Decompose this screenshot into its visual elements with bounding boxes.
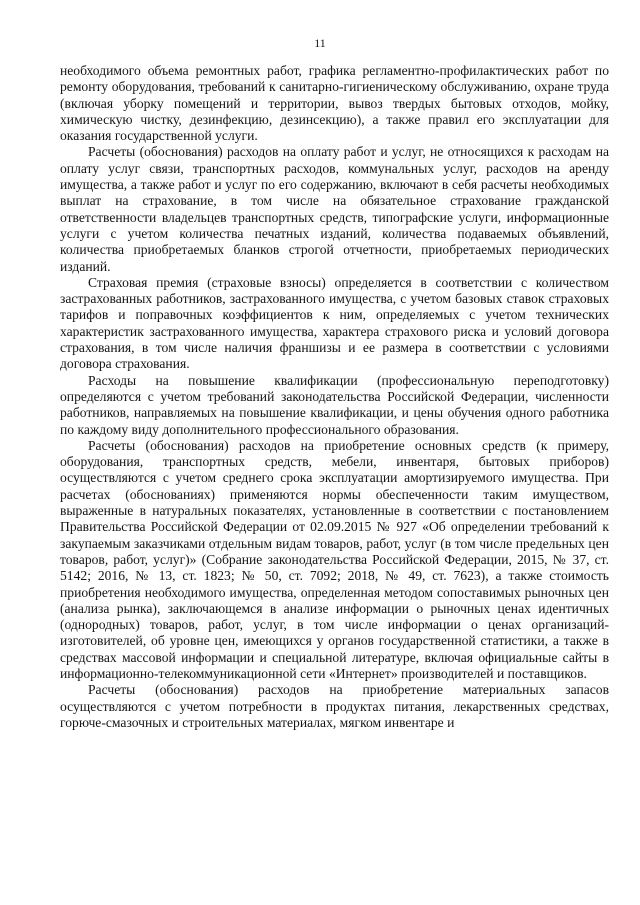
page-number: 11: [314, 36, 326, 50]
paragraph-material-stocks-expenses: Расчеты (обоснования) расходов на приобретение материальных запасов осуществляются с учетом потребности в продуктах питания, лекарственных средствах, горюче-смазочных и строительных материалах, мягком инвентаре и: [60, 682, 609, 730]
paragraph-qualification-expenses: Расходы на повышение квалификации (профессиональную переподготовку) определяются с учетом требований законодательства Российской Федерации, численности работников, направляемых на повышение квалификации, и цены обучения одного работника по каждому виду дополнительного профессионального образования.: [60, 372, 609, 437]
paragraph-fixed-assets-expenses: Расчеты (обоснования) расходов на приобретение основных средств (к примеру, оборудования, транспортных средств, мебели, инвентаря, бытовых приборов) осуществляются с учетом среднего срока эксплуатации амортизируемого имущества. При расчетах (обоснованиях) применяются нормы обеспеченности таким имуществом, выраженные в натуральных показателях, установленные в соответствии с постановлением Правительства Российской Федерации от 02.09.2015 № 927 «Об определении требований к закупаемым заказчиками отдельным видам товаров, работ, услуг (в том числе предельных цен товаров, работ, услуг)» (Собрание законодательства Российской Федерации, 2015, № 37, ст. 5142; 2016, № 13, ст. 1823; № 50, ст. 7092; 2018, № 49, ст. 7623), а также стоимость приобретения необходимого имущества, определенная методом сопоставимых рыночных цен (анализа рынка), заключающемся в анализе информации о рыночных ценах идентичных (однородных) товаров, работ, услуг, в том числе информации о ценах организаций-изготовителей, об уровне цен, имеющихся у органов государственной статистики, а также в средствах массовой информации и специальной литературе, включая официальные сайты в информационно-телекоммуникационной сети «Интернет» производителей и поставщиков.: [60, 437, 609, 681]
paragraph-other-services-expenses: Расчеты (обоснования) расходов на оплату работ и услуг, не относящихся к расходам на оплату услуг связи, транспортных расходов, коммунальных услуг, расходов на аренду имущества, а также работ и услуг по его содержанию, включают в себя расчеты необходимых выплат на страхование, в том числе на обязательное страхование гражданской ответственности владельцев транспортных средств, типографские услуги, информационные услуги с учетом количества печатных изданий, количества подаваемых объявлений, количества приобретаемых бланков строгой отчетности, приобретаемых периодических изданий.: [60, 144, 609, 274]
paragraph-continuation: необходимого объема ремонтных работ, графика регламентно-профилактических работ по ремонту оборудования, требований к санитарно-гигиеническому обслуживанию, охране труда (включая уборку помещений и территории, вывоз твердых бытовых отходов, мойку, химическую чистку, дезинфекцию, дезинсекцию), а также правил его эксплуатации для оказания государственной услуги.: [60, 63, 609, 144]
paragraph-insurance-premium: Страховая премия (страховые взносы) определяется в соответствии с количеством застрахованных работников, застрахованного имущества, с учетом базовых ставок страховых тарифов и поправочных коэффициентов к ним, определяемых с учетом технических характеристик застрахованного имущества, характера страхового риска и условий договора страхования, в том числе наличия франшизы и ее размера в соответствии с условиями договора страхования.: [60, 274, 609, 372]
document-body: [60, 63, 609, 731]
